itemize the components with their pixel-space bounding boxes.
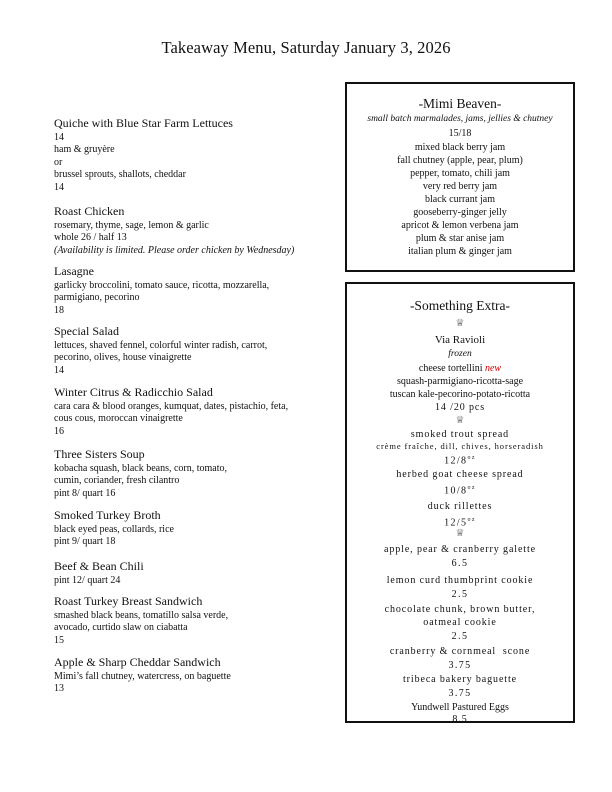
item-line: brussel sprouts, shallots, cheddar <box>54 169 186 181</box>
menu-item-quiche <box>54 116 344 194</box>
item-line: pint 8/ quart 16 <box>54 487 116 499</box>
eggs-price: 8.5 <box>452 714 468 725</box>
ravioli-item: tuscan kale-pecorino-potato-ricotta <box>389 389 531 400</box>
item-line: 15 <box>54 634 64 646</box>
menu-item-roast-chicken <box>54 204 344 257</box>
item-name: Special Salad <box>54 324 119 338</box>
oz-unit: oz <box>467 455 476 461</box>
mimi-item: apricot & lemon verbena jam <box>401 220 519 231</box>
duck-name: duck rillettes <box>427 501 493 512</box>
item-line: pint 12/ quart 24 <box>54 575 121 586</box>
ravioli-cheese-line <box>347 362 573 375</box>
goat-name: herbed goat cheese spread <box>396 469 524 480</box>
item-line: 13 <box>54 683 64 695</box>
item-note: (Availability is limited. Please order chicken by Wednesday) <box>54 244 295 256</box>
ravioli-cheese: cheese tortellini <box>418 363 483 374</box>
lemon-cookie-price: 2.5 <box>451 589 469 600</box>
choc-cookie-price: 2.5 <box>451 631 469 642</box>
mimi-price: 15/18 <box>448 128 472 139</box>
item-line: Mimi’s fall chutney, watercress, on baguette <box>54 671 231 682</box>
menu-item-apple-cheddar-sandwich <box>54 655 344 696</box>
baguette-price: 3.75 <box>448 688 472 699</box>
item-line: parmigiano, pecorino <box>54 292 140 304</box>
galette-name: apple, pear & cranberry galette <box>384 544 536 555</box>
item-line: kobacha squash, black beans, corn, tomato, <box>54 463 228 474</box>
menu-item-special-salad <box>54 324 344 377</box>
item-name: Beef & Bean Chili <box>54 559 144 573</box>
item-name: Lasagne <box>54 264 94 278</box>
crown-icon: ♕ <box>455 318 465 329</box>
item-line: lettuces, shaved fennel, colorful winter radish, carrot, <box>54 340 268 351</box>
ravioli-item: squash-parmigiano-ricotta-sage <box>396 376 524 387</box>
trout-price-line <box>347 452 573 467</box>
item-line: pecorino, olives, house vinaigrette <box>54 352 192 364</box>
mimi-item: italian plum & ginger jam <box>408 246 512 257</box>
goat-price: 10/8 <box>444 485 468 497</box>
ravioli-title: Via Ravioli <box>434 334 486 346</box>
item-line: 14 <box>54 364 64 376</box>
trout-name: smoked trout spread <box>410 429 510 440</box>
item-line: 14 <box>54 132 64 143</box>
scone-price: 3.75 <box>448 660 472 671</box>
oz-unit: oz <box>467 517 476 523</box>
new-badge: new <box>484 363 502 374</box>
item-line: avocado, curtido slaw on ciabatta <box>54 622 188 634</box>
item-line: cous cous, moroccan vinaigrette <box>54 413 183 425</box>
mimi-item: gooseberry-ginger jelly <box>413 207 507 218</box>
item-line: 14 <box>54 181 64 193</box>
item-line: or <box>54 156 63 168</box>
item-name: Smoked Turkey Broth <box>54 508 161 522</box>
ravioli-subtitle: frozen <box>448 349 472 359</box>
oz-unit: oz <box>467 485 476 491</box>
extra-heading: -Something Extra- <box>409 298 511 313</box>
choc-cookie-name-2: oatmeal cookie <box>423 617 497 628</box>
mimi-item: pepper, tomato, chili jam <box>410 168 510 179</box>
item-line: black eyed peas, collards, rice <box>54 524 174 535</box>
mimi-item: mixed black berry jam <box>414 142 506 153</box>
galette-price: 6.5 <box>451 558 469 569</box>
item-line: cara cara & blood oranges, kumquat, dates, pistachio, feta, <box>54 401 289 412</box>
item-name: Apple & Sharp Cheddar Sandwich <box>54 655 221 669</box>
something-extra-box <box>345 282 575 723</box>
menu-item-turkey-broth <box>54 508 344 549</box>
item-name: Roast Turkey Breast Sandwich <box>54 594 203 608</box>
menu-item-three-sisters-soup <box>54 447 344 500</box>
item-line: garlicky broccolini, tomato sauce, ricotta, mozzarella, <box>54 280 270 291</box>
item-line: whole 26 / half 13 <box>54 232 127 244</box>
mimi-item: very red berry jam <box>422 181 498 192</box>
menu-item-lasagne <box>54 264 344 317</box>
trout-price: 12/8 <box>444 455 468 467</box>
mimi-item: black currant jam <box>425 194 495 205</box>
goat-price-line <box>347 482 573 497</box>
mimi-heading: -Mimi Beaven- <box>418 96 502 111</box>
baguette-name: tribeca bakery baguette <box>403 674 517 685</box>
ravioli-price: 14 /20 pcs <box>434 402 486 413</box>
mimi-items-list <box>347 141 573 258</box>
item-line: rosemary, thyme, sage, lemon & garlic <box>54 220 209 231</box>
item-name: Three Sisters Soup <box>54 447 145 461</box>
item-name: Quiche with Blue Star Farm Lettuces <box>54 116 233 130</box>
item-line: pint 9/ quart 18 <box>54 536 116 548</box>
item-line: smashed black beans, tomatillo salsa verde, <box>54 610 229 621</box>
menu-item-citrus-salad <box>54 385 344 438</box>
menu-item-beef-bean-chili <box>54 559 344 587</box>
item-line: 18 <box>54 304 64 316</box>
item-line: cumin, coriander, fresh cilantro <box>54 475 180 487</box>
duck-price: 12/5 <box>444 517 468 529</box>
mimi-beaven-box <box>345 82 575 272</box>
item-line: 16 <box>54 425 64 437</box>
page-title: Takeaway Menu, Saturday January 3, 2026 <box>161 38 451 57</box>
mimi-item: fall chutney (apple, pear, plum) <box>397 155 523 166</box>
item-line: ham & gruyère <box>54 144 115 156</box>
choc-cookie-name-1: chocolate chunk, brown butter, <box>384 604 536 615</box>
item-name: Winter Citrus & Radicchio Salad <box>54 385 213 399</box>
menu-item-turkey-sandwich <box>54 594 344 647</box>
crown-icon: ♕ <box>455 415 465 426</box>
crown-icon: ♕ <box>455 528 465 539</box>
eggs-name: Yundwell Pastured Eggs <box>411 702 509 713</box>
trout-desc: crème fraîche, dill, chives, horseradish <box>376 441 544 451</box>
mimi-item: plum & star anise jam <box>415 233 505 244</box>
item-name: Roast Chicken <box>54 204 125 218</box>
lemon-cookie-name: lemon curd thumbprint cookie <box>386 575 534 586</box>
mimi-subtitle: small batch marmalades, jams, jellies & chutney <box>367 114 553 124</box>
scone-name: cranberry & cornmeal scone <box>389 646 531 657</box>
